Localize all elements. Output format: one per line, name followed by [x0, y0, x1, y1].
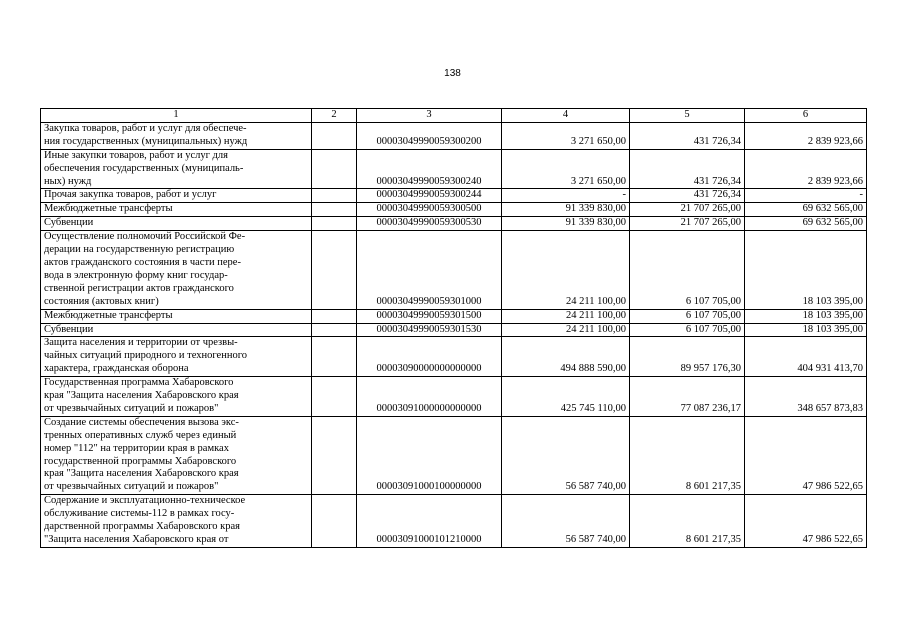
row-value-5-cell: 431 726,34 — [630, 189, 745, 203]
row-name-line: Субвенции — [44, 323, 94, 335]
row-name-line: Межбюджетные трансферты — [44, 309, 173, 321]
row-name-line: края "Защита населения Хабаровского края — [44, 468, 239, 480]
row-value-4-cell: 56 587 740,00 — [502, 495, 630, 548]
row-name-line: Прочая закупка товаров, работ и услуг — [44, 189, 217, 201]
row-value-4-cell: 3 271 650,00 — [502, 149, 630, 189]
row-value-5-cell: 431 726,34 — [630, 149, 745, 189]
row-code-cell: 00003049990059300244 — [357, 189, 502, 203]
row-col2-cell — [312, 122, 357, 149]
table-row — [41, 377, 867, 417]
row-name-line: Создание системы обеспечения вызова экс- — [44, 416, 239, 428]
row-value-5-cell: 77 087 236,17 — [630, 377, 745, 417]
row-name-line: тренных оперативных служб через единый — [44, 429, 237, 441]
row-name-line: чайных ситуаций природного и техногенного — [44, 350, 247, 362]
row-name-line: от чрезвычайных ситуаций и пожаров" — [44, 481, 219, 493]
row-code-cell: 00003049990059301000 — [357, 231, 502, 309]
row-name-cell — [41, 309, 312, 323]
row-col2-cell — [312, 217, 357, 231]
row-col2-cell — [312, 495, 357, 548]
row-col2-cell — [312, 309, 357, 323]
table-row — [41, 309, 867, 323]
table-row — [41, 189, 867, 203]
table-row — [41, 337, 867, 377]
row-name-line: дарственной программы Хабаровского края — [44, 521, 240, 533]
row-code-cell: 00003090000000000000 — [357, 337, 502, 377]
row-col2-cell — [312, 203, 357, 217]
row-name-line: "Защита населения Хабаровского края от — [44, 534, 229, 545]
row-value-5-cell: 21 707 265,00 — [630, 217, 745, 231]
row-value-5-cell: 8 601 217,35 — [630, 495, 745, 548]
row-col2-cell — [312, 337, 357, 377]
table-row — [41, 231, 867, 309]
row-value-6-cell: 69 632 565,00 — [745, 203, 867, 217]
row-value-5-cell: 6 107 705,00 — [630, 323, 745, 337]
row-value-5-cell: 6 107 705,00 — [630, 309, 745, 323]
row-col2-cell — [312, 323, 357, 337]
column-header: 2 — [312, 109, 357, 123]
row-col2-cell — [312, 149, 357, 189]
column-header: 5 — [630, 109, 745, 123]
row-name-line: характера, гражданская оборона — [44, 363, 189, 375]
row-value-5-cell: 6 107 705,00 — [630, 231, 745, 309]
row-name-cell — [41, 231, 312, 309]
row-value-6-cell: - — [745, 189, 867, 203]
table-row — [41, 323, 867, 337]
row-name-line: номер "112" на территории края в рамках — [44, 442, 229, 454]
row-value-6-cell: 348 657 873,83 — [745, 377, 867, 417]
table-header-row — [41, 109, 867, 123]
row-name-cell — [41, 337, 312, 377]
page-number: 138 — [444, 68, 461, 79]
row-code-cell: 00003049990059300240 — [357, 149, 502, 189]
column-header: 4 — [502, 109, 630, 123]
row-name-line: ния государственных (муниципальных) нужд — [44, 135, 248, 147]
row-col2-cell — [312, 416, 357, 494]
row-value-6-cell: 18 103 395,00 — [745, 309, 867, 323]
row-value-4-cell: 56 587 740,00 — [502, 416, 630, 494]
row-code-cell: 00003049990059301500 — [357, 309, 502, 323]
row-value-6-cell: 18 103 395,00 — [745, 323, 867, 337]
column-header: 3 — [357, 109, 502, 123]
column-header: 6 — [745, 109, 867, 123]
column-header: 1 — [41, 109, 312, 123]
row-value-6-cell: 47 986 522,65 — [745, 416, 867, 494]
budget-table — [40, 108, 867, 548]
row-name-cell — [41, 217, 312, 231]
row-col2-cell — [312, 377, 357, 417]
row-value-5-cell: 8 601 217,35 — [630, 416, 745, 494]
row-name-cell — [41, 323, 312, 337]
row-value-6-cell: 404 931 413,70 — [745, 337, 867, 377]
row-name-line: обслуживание системы-112 в рамках госу- — [44, 508, 235, 520]
row-name-line: государственной программы Хабаровского — [44, 455, 237, 467]
row-value-5-cell: 89 957 176,30 — [630, 337, 745, 377]
row-value-5-cell: 21 707 265,00 — [630, 203, 745, 217]
table-row — [41, 203, 867, 217]
table-row — [41, 217, 867, 231]
row-value-6-cell: 69 632 565,00 — [745, 217, 867, 231]
row-value-5-cell: 431 726,34 — [630, 122, 745, 149]
row-value-4-cell: 91 339 830,00 — [502, 217, 630, 231]
row-name-line: Содержание и эксплуатационно-техническое — [44, 495, 246, 507]
row-code-cell: 00003091000000000000 — [357, 377, 502, 417]
row-name-line: вода в электронную форму книг государ- — [44, 269, 228, 281]
row-value-6-cell: 2 839 923,66 — [745, 149, 867, 189]
row-name-line: Защита населения и территории от чрезвы- — [44, 337, 238, 349]
row-value-4-cell: 24 211 100,00 — [502, 323, 630, 337]
row-name-line: Закупка товаров, работ и услуг для обеспече- — [44, 122, 247, 134]
row-name-cell — [41, 377, 312, 417]
row-value-6-cell: 47 986 522,65 — [745, 495, 867, 548]
row-value-4-cell: 494 888 590,00 — [502, 337, 630, 377]
row-name-line: края "Защита населения Хабаровского края — [44, 390, 239, 402]
row-name-cell — [41, 149, 312, 189]
row-name-line: Осуществление полномочий Российской Фе- — [44, 231, 246, 243]
table-row — [41, 495, 867, 548]
row-name-line: ственной регистрации актов гражданского — [44, 282, 234, 294]
row-value-6-cell: 2 839 923,66 — [745, 122, 867, 149]
row-name-cell — [41, 122, 312, 149]
row-value-6-cell: 18 103 395,00 — [745, 231, 867, 309]
row-code-cell: 00003091000101210000 — [357, 495, 502, 548]
row-name-line: Государственная программа Хабаровского — [44, 377, 234, 389]
row-code-cell: 00003049990059300500 — [357, 203, 502, 217]
row-col2-cell — [312, 231, 357, 309]
row-code-cell: 00003049990059300530 — [357, 217, 502, 231]
table-row — [41, 149, 867, 189]
row-value-4-cell: 91 339 830,00 — [502, 203, 630, 217]
table-row — [41, 122, 867, 149]
row-name-cell — [41, 495, 312, 548]
row-value-4-cell: 24 211 100,00 — [502, 231, 630, 309]
row-name-line: от чрезвычайных ситуаций и пожаров" — [44, 402, 219, 414]
row-name-line: дерации на государственную регистрацию — [44, 244, 235, 256]
row-name-line: Межбюджетные трансферты — [44, 203, 173, 215]
row-name-line: обеспечения государственных (муниципаль- — [44, 162, 244, 174]
row-code-cell: 00003049990059301530 — [357, 323, 502, 337]
row-value-4-cell: 3 271 650,00 — [502, 122, 630, 149]
row-code-cell: 00003091000100000000 — [357, 416, 502, 494]
row-name-cell — [41, 416, 312, 494]
row-name-cell — [41, 189, 312, 203]
row-value-4-cell: 24 211 100,00 — [502, 309, 630, 323]
row-name-line: Иные закупки товаров, работ и услуг для — [44, 149, 228, 161]
row-code-cell: 00003049990059300200 — [357, 122, 502, 149]
row-value-4-cell: - — [502, 189, 630, 203]
row-name-line: ных) нужд — [44, 175, 92, 187]
row-col2-cell — [312, 189, 357, 203]
row-value-4-cell: 425 745 110,00 — [502, 377, 630, 417]
row-name-line: состояния (актовых книг) — [44, 295, 159, 307]
table-row — [41, 416, 867, 494]
row-name-cell — [41, 203, 312, 217]
row-name-line: актов гражданского состояния в части пере- — [44, 256, 241, 268]
row-name-line: Субвенции — [44, 217, 94, 229]
